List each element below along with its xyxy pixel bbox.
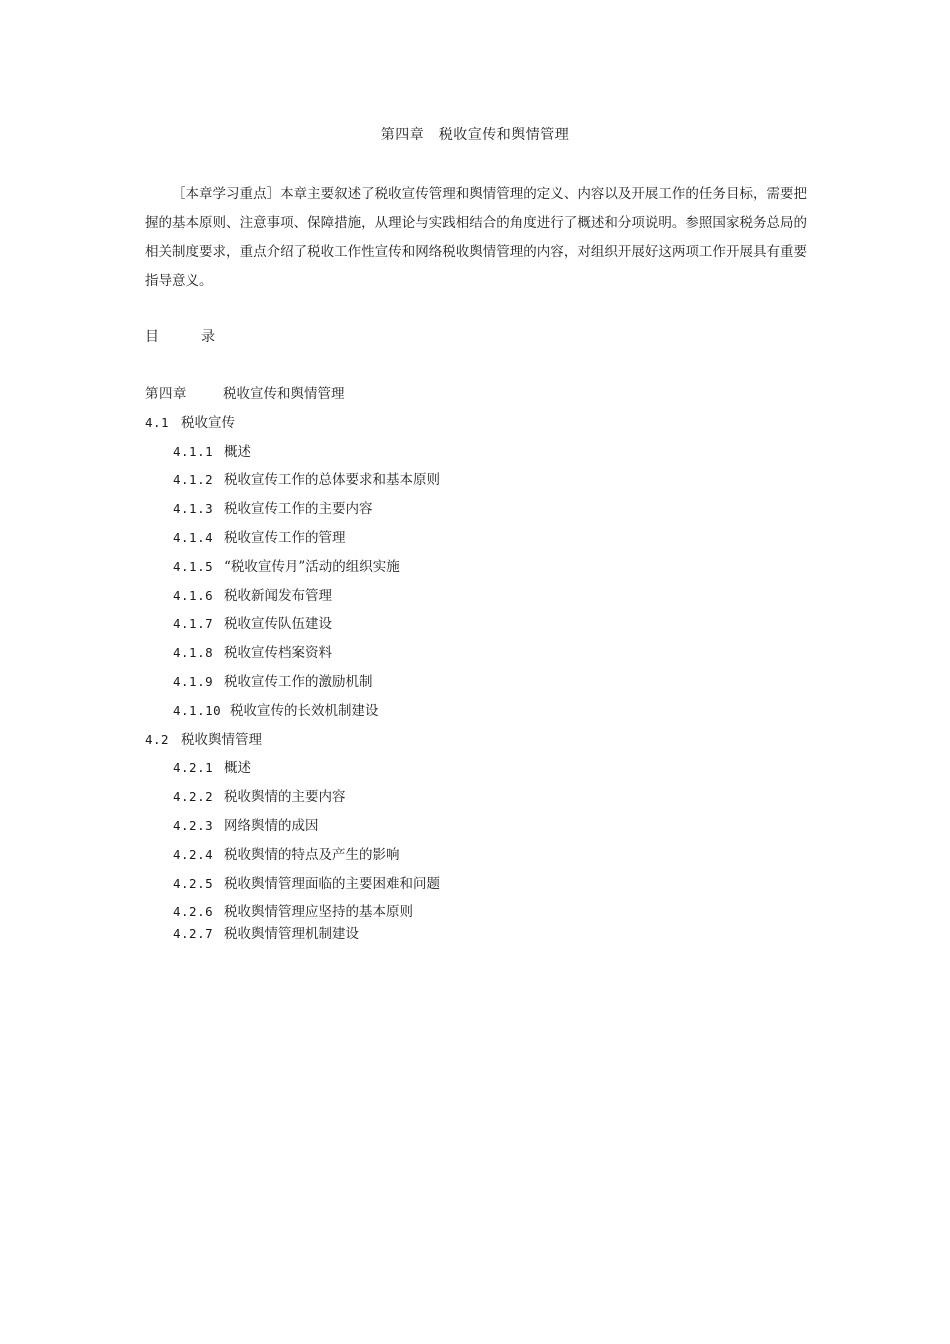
toc-entry-number: 第四章 bbox=[145, 386, 187, 402]
toc-entry-number: 4.1.4 bbox=[173, 529, 214, 545]
toc-entry-subsection bbox=[145, 843, 440, 872]
toc-entry-section bbox=[145, 411, 440, 440]
toc-entry-number: 4.1.5 bbox=[173, 558, 214, 574]
toc-entry-title: 税收宣传和舆情管理 bbox=[223, 386, 345, 402]
toc-entry-title: 概述 bbox=[224, 443, 251, 460]
toc-entry-subsection bbox=[145, 584, 440, 613]
toc-entry-title: “税收宣传月”活动的组织实施 bbox=[224, 558, 400, 575]
toc-entry-title: 税收宣传队伍建设 bbox=[224, 616, 332, 633]
toc-entry-title: 概述 bbox=[224, 760, 251, 777]
toc-heading-right: 录 bbox=[201, 329, 215, 345]
toc-entry-number: 4.1.2 bbox=[173, 472, 214, 488]
toc-entry-subsection bbox=[145, 641, 440, 670]
toc-entry-title: 税收宣传 bbox=[181, 414, 235, 431]
toc-entry-title: 税收宣传档案资料 bbox=[224, 645, 332, 662]
toc-entry-title: 网络舆情的成因 bbox=[224, 817, 319, 834]
toc-entry-number: 4.2.5 bbox=[173, 875, 214, 891]
toc-entry-number: 4.1.10 bbox=[173, 702, 222, 718]
toc-entry-number: 4.1.1 bbox=[173, 443, 214, 459]
chapter-intro-paragraph: ［本章学习重点］本章主要叙述了税收宣传管理和舆情管理的定义、内容以及开展工作的任务目标，需要把握的基本原则、注意事项、保障措施，从理论与实践相结合的角度进行了概述和分项说明。参照国家税务总局的相关制度要求，重点介绍了税收工作性宣传和网络税收舆情管理的内容，对组织开展好这两项工作开展具有重要指导意义。 bbox=[145, 186, 807, 289]
toc-entry-subsection bbox=[145, 814, 440, 843]
toc-entry-title: 税收宣传工作的总体要求和基本原则 bbox=[224, 472, 440, 489]
toc-entry-title: 税收舆情的特点及产生的影响 bbox=[224, 846, 400, 863]
toc-entry-number: 4.2.4 bbox=[173, 846, 214, 862]
toc-entry-subsection bbox=[145, 526, 440, 555]
toc-entry-title: 税收宣传工作的管理 bbox=[224, 529, 346, 546]
toc-entry-subsection bbox=[145, 756, 440, 785]
toc-entry-subsection bbox=[145, 670, 440, 699]
toc-entry-title: 税收宣传的长效机制建设 bbox=[230, 702, 379, 719]
toc-entry-subsection bbox=[145, 612, 440, 641]
toc-entry-number: 4.1.3 bbox=[173, 501, 214, 517]
toc-heading-left: 目 bbox=[145, 329, 159, 345]
toc-heading bbox=[145, 326, 215, 346]
toc-entry-number: 4.2.3 bbox=[173, 817, 214, 833]
toc-entry-number: 4.1.9 bbox=[173, 673, 214, 689]
toc-entry-section bbox=[145, 728, 440, 757]
toc-entry-number: 4.1 bbox=[145, 414, 170, 430]
toc-entry-subsection bbox=[145, 872, 440, 901]
table-of-contents bbox=[145, 382, 440, 951]
toc-entry-number: 4.1.8 bbox=[173, 645, 214, 661]
toc-entry-number: 4.1.7 bbox=[173, 616, 214, 632]
toc-entry-subsection bbox=[145, 468, 440, 497]
toc-entry-subsection bbox=[145, 497, 440, 526]
toc-entry-subsection bbox=[145, 699, 440, 728]
toc-entry-title: 税收宣传工作的主要内容 bbox=[224, 501, 373, 518]
toc-entry-title: 税收舆情的主要内容 bbox=[224, 789, 346, 806]
toc-entry-title: 税收舆情管理机制建设 bbox=[224, 926, 359, 943]
toc-entry-subsection bbox=[145, 555, 440, 584]
toc-entry-number: 4.2.6 bbox=[173, 904, 214, 920]
toc-entry-number: 4.1.6 bbox=[173, 587, 214, 603]
toc-entry-title: 税收舆情管理 bbox=[181, 731, 262, 748]
toc-entry-subsection bbox=[145, 900, 440, 922]
toc-entry-title: 税收舆情管理面临的主要困难和问题 bbox=[224, 875, 440, 892]
toc-entry-title: 税收宣传工作的激励机制 bbox=[224, 673, 373, 690]
toc-entry-subsection bbox=[145, 785, 440, 814]
toc-entry-chapter bbox=[145, 382, 440, 411]
toc-entry-subsection bbox=[145, 922, 440, 951]
toc-entry-number: 4.2.2 bbox=[173, 789, 214, 805]
toc-entry-subsection bbox=[145, 440, 440, 469]
toc-entry-title: 税收新闻发布管理 bbox=[224, 587, 332, 604]
toc-entry-number: 4.2.1 bbox=[173, 760, 214, 776]
chapter-title: 第四章 税收宣传和舆情管理 bbox=[380, 127, 570, 143]
toc-entry-number: 4.2 bbox=[145, 731, 170, 747]
toc-entry-number: 4.2.7 bbox=[173, 926, 214, 942]
toc-entry-title: 税收舆情管理应坚持的基本原则 bbox=[224, 904, 413, 921]
